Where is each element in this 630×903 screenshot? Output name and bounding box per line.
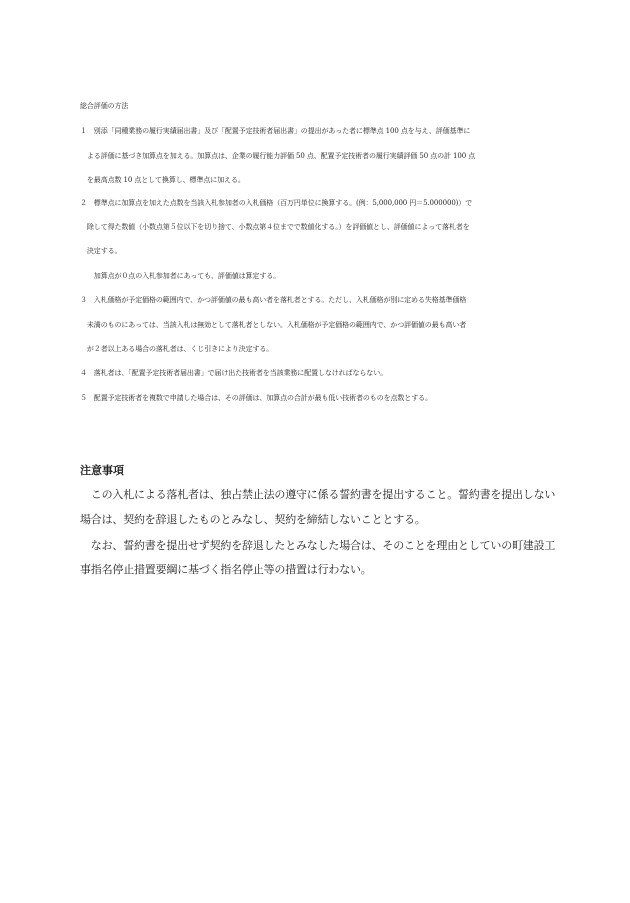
evaluation-line: 未満のものにあっては、当該入札は無効として落札者としない。入札価格が予定価格の範囲内で、かつ評価値の最も高い者	[80, 321, 467, 329]
evaluation-line: ５ 配置予定技術者を複数で申請した場合は、その評価は、加算点の合計が最も低い技術者のものを点数とする。	[80, 394, 432, 402]
notes-line: 場合は、契約を辞退したものとみなし、契約を締結しないこととする。	[80, 513, 426, 526]
notes-line: なお、誓約書を提出せず契約を辞退したとみなした場合は、そのことを理由としていの町建設工	[80, 539, 556, 552]
evaluation-line: 除して得た数値（小数点第５位以下を切り捨て、小数点第４位までで数値化する。）を評価値とし、評価値によって落札者を	[80, 223, 470, 231]
evaluation-line: ２ 標準点に加算点を加えた点数を当該入札参加者の入札価格（百万円単位に換算する。(例：5,000,000 円＝5.000000)）で	[80, 199, 473, 207]
evaluation-line: を最高点数 10 点として換算し、標準点に加える。	[80, 176, 245, 184]
evaluation-line: １ 別添「同種業務の履行実績届出書」及び「配置予定技術者届出書」の提出があった者に標準点 100 点を与え、評価基準に	[80, 127, 471, 135]
evaluation-heading: 総合評価の方法	[80, 102, 129, 110]
evaluation-line: 決定する。	[80, 247, 122, 255]
evaluation-line: ３ 入札価格が予定価格の範囲内で、かつ評価値の最も高い者を落札者とする。ただし、入札価格が別に定める失格基準価格	[80, 296, 467, 304]
notes-heading: 注意事項	[80, 464, 124, 477]
evaluation-line: よる評価に基づき加算点を加える。加算点は、企業の履行能力評価 50 点、配置予定技術者の履行実績評価 50 点の計 100 点	[80, 152, 476, 160]
notes-line: この入札による落札者は、独占禁止法の遵守に係る誓約書を提出すること。誓約書を提出しない	[80, 488, 556, 501]
evaluation-line: が２者以上ある場合の落札者は、くじ引きにより決定する。	[80, 345, 274, 353]
evaluation-line: ４ 落札者は、「配置予定技術者届出書」で届け出た技術者を当該業務に配置しなければならない。	[80, 369, 387, 377]
evaluation-line: 加算点が０点の入札参加者にあっても、評価値は算定する。	[80, 272, 281, 280]
notes-line: 事指名停止措置要綱に基づく指名停止等の措置は行わない。	[80, 563, 372, 576]
